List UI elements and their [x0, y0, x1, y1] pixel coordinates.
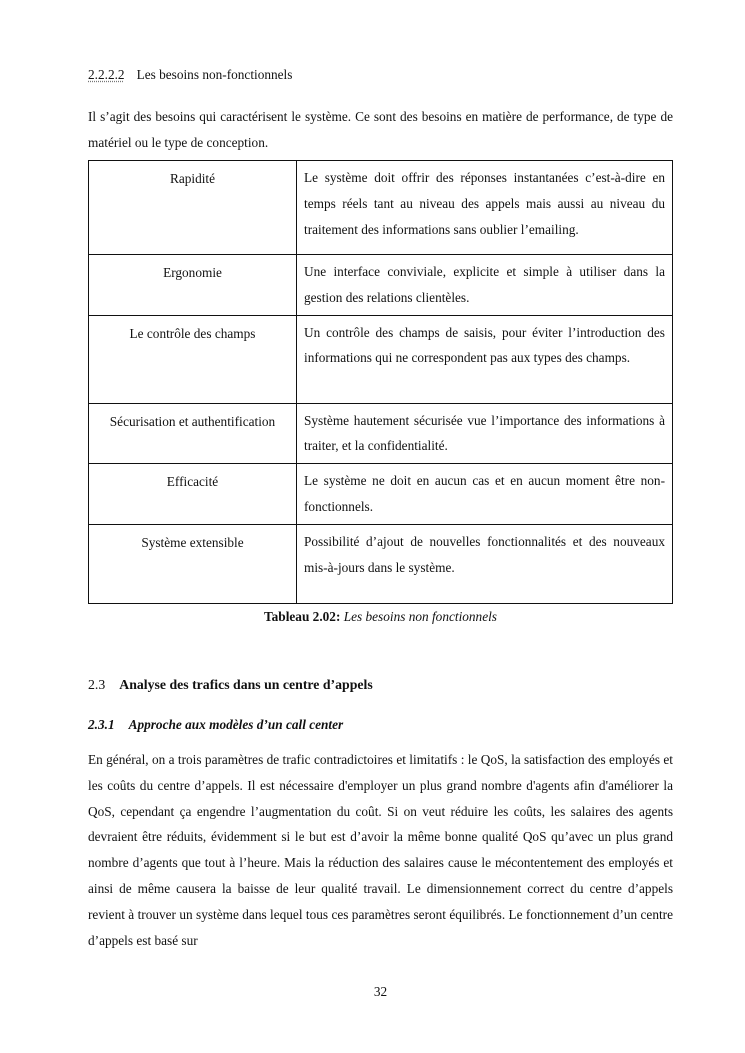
requirement-description: Un contrôle des champs de saisis, pour éviter l’introduction des informations qui ne correspondent pas aux types des champs.: [297, 315, 673, 403]
table-caption: [0, 609, 745, 625]
requirement-name: Efficacité: [89, 464, 297, 525]
requirement-description: Système hautement sécurisée vue l’importance des informations à traiter, et la confidentialité.: [297, 403, 673, 464]
page-number: 32: [373, 984, 388, 999]
table-row: [89, 161, 673, 255]
requirement-description: Le système ne doit en aucun cas et en aucun moment être non-fonctionnels.: [297, 464, 673, 525]
section-number: 2.3: [88, 677, 106, 692]
section-title: Les besoins non-fonctionnels: [136, 67, 293, 82]
requirement-name: Le contrôle des champs: [89, 315, 297, 403]
intro-paragraph: Il s’agit des besoins qui caractérisent le système. Ce sont des besoins en matière de performance, de type de matériel ou le type de conception.: [88, 109, 673, 150]
requirement-name: Sécurisation et authentification: [89, 403, 297, 464]
section-number: 2.2.2.2: [88, 67, 125, 82]
section-heading-2-3: [88, 677, 373, 693]
table-row: [89, 255, 673, 316]
table-row: [89, 403, 673, 464]
section-heading-2-2-2-2: [88, 67, 292, 83]
requirement-description: Possibilité d’ajout de nouvelles fonctionnalités et des nouveaux mis-à-jours dans le système.: [297, 524, 673, 603]
requirement-description: Le système doit offrir des réponses instantanées c’est-à-dire en temps réels tant au niveau des appels mais aussi au niveau du traitement des informations sans oublier l’emailing.: [297, 161, 673, 255]
requirement-description: Une interface conviviale, explicite et simple à utiliser dans la gestion des relations clientèles.: [297, 255, 673, 316]
table-row: [89, 524, 673, 603]
body-paragraph: En général, on a trois paramètres de trafic contradictoires et limitatifs : le QoS, la satisfaction des employés et les coûts du centre d’appels. Il est nécessaire d'employer un plus grand nombre d'agents afin d'améliorer la QoS, cependant ça engendre l’augmentation du coût. Si on veut réduire les coûts, les salaires des agents devraient être réduits, évidemment si le but est d’avoir la même bonne qualité QoS qu’avec un plus grand nombre d’agents que tout à l’heure. Mais la réduction des salaires cause le mécontentement des employés et ainsi de même causera la baisse de leur qualité travail. Le dimensionnement correct du centre d’appels revient à trouver un système dans lequel tous ces paramètres seront équilibrés. Le fonctionnement d’un centre d’appels est basé sur: [88, 752, 673, 948]
caption-text: Les besoins non fonctionnels: [343, 609, 497, 624]
section-title: Approche aux modèles d’un call center: [128, 717, 344, 732]
requirement-name: Ergonomie: [89, 255, 297, 316]
requirements-table: [88, 160, 673, 604]
requirement-name: Système extensible: [89, 524, 297, 603]
table-row: [89, 315, 673, 403]
section-number: 2.3.1: [88, 717, 115, 732]
section-heading-2-3-1: [88, 717, 343, 733]
requirement-name: Rapidité: [89, 161, 297, 255]
table-row: [89, 464, 673, 525]
section-title: Analyse des trafics dans un centre d’appels: [119, 677, 373, 692]
caption-label: Tableau 2.02:: [264, 609, 341, 624]
